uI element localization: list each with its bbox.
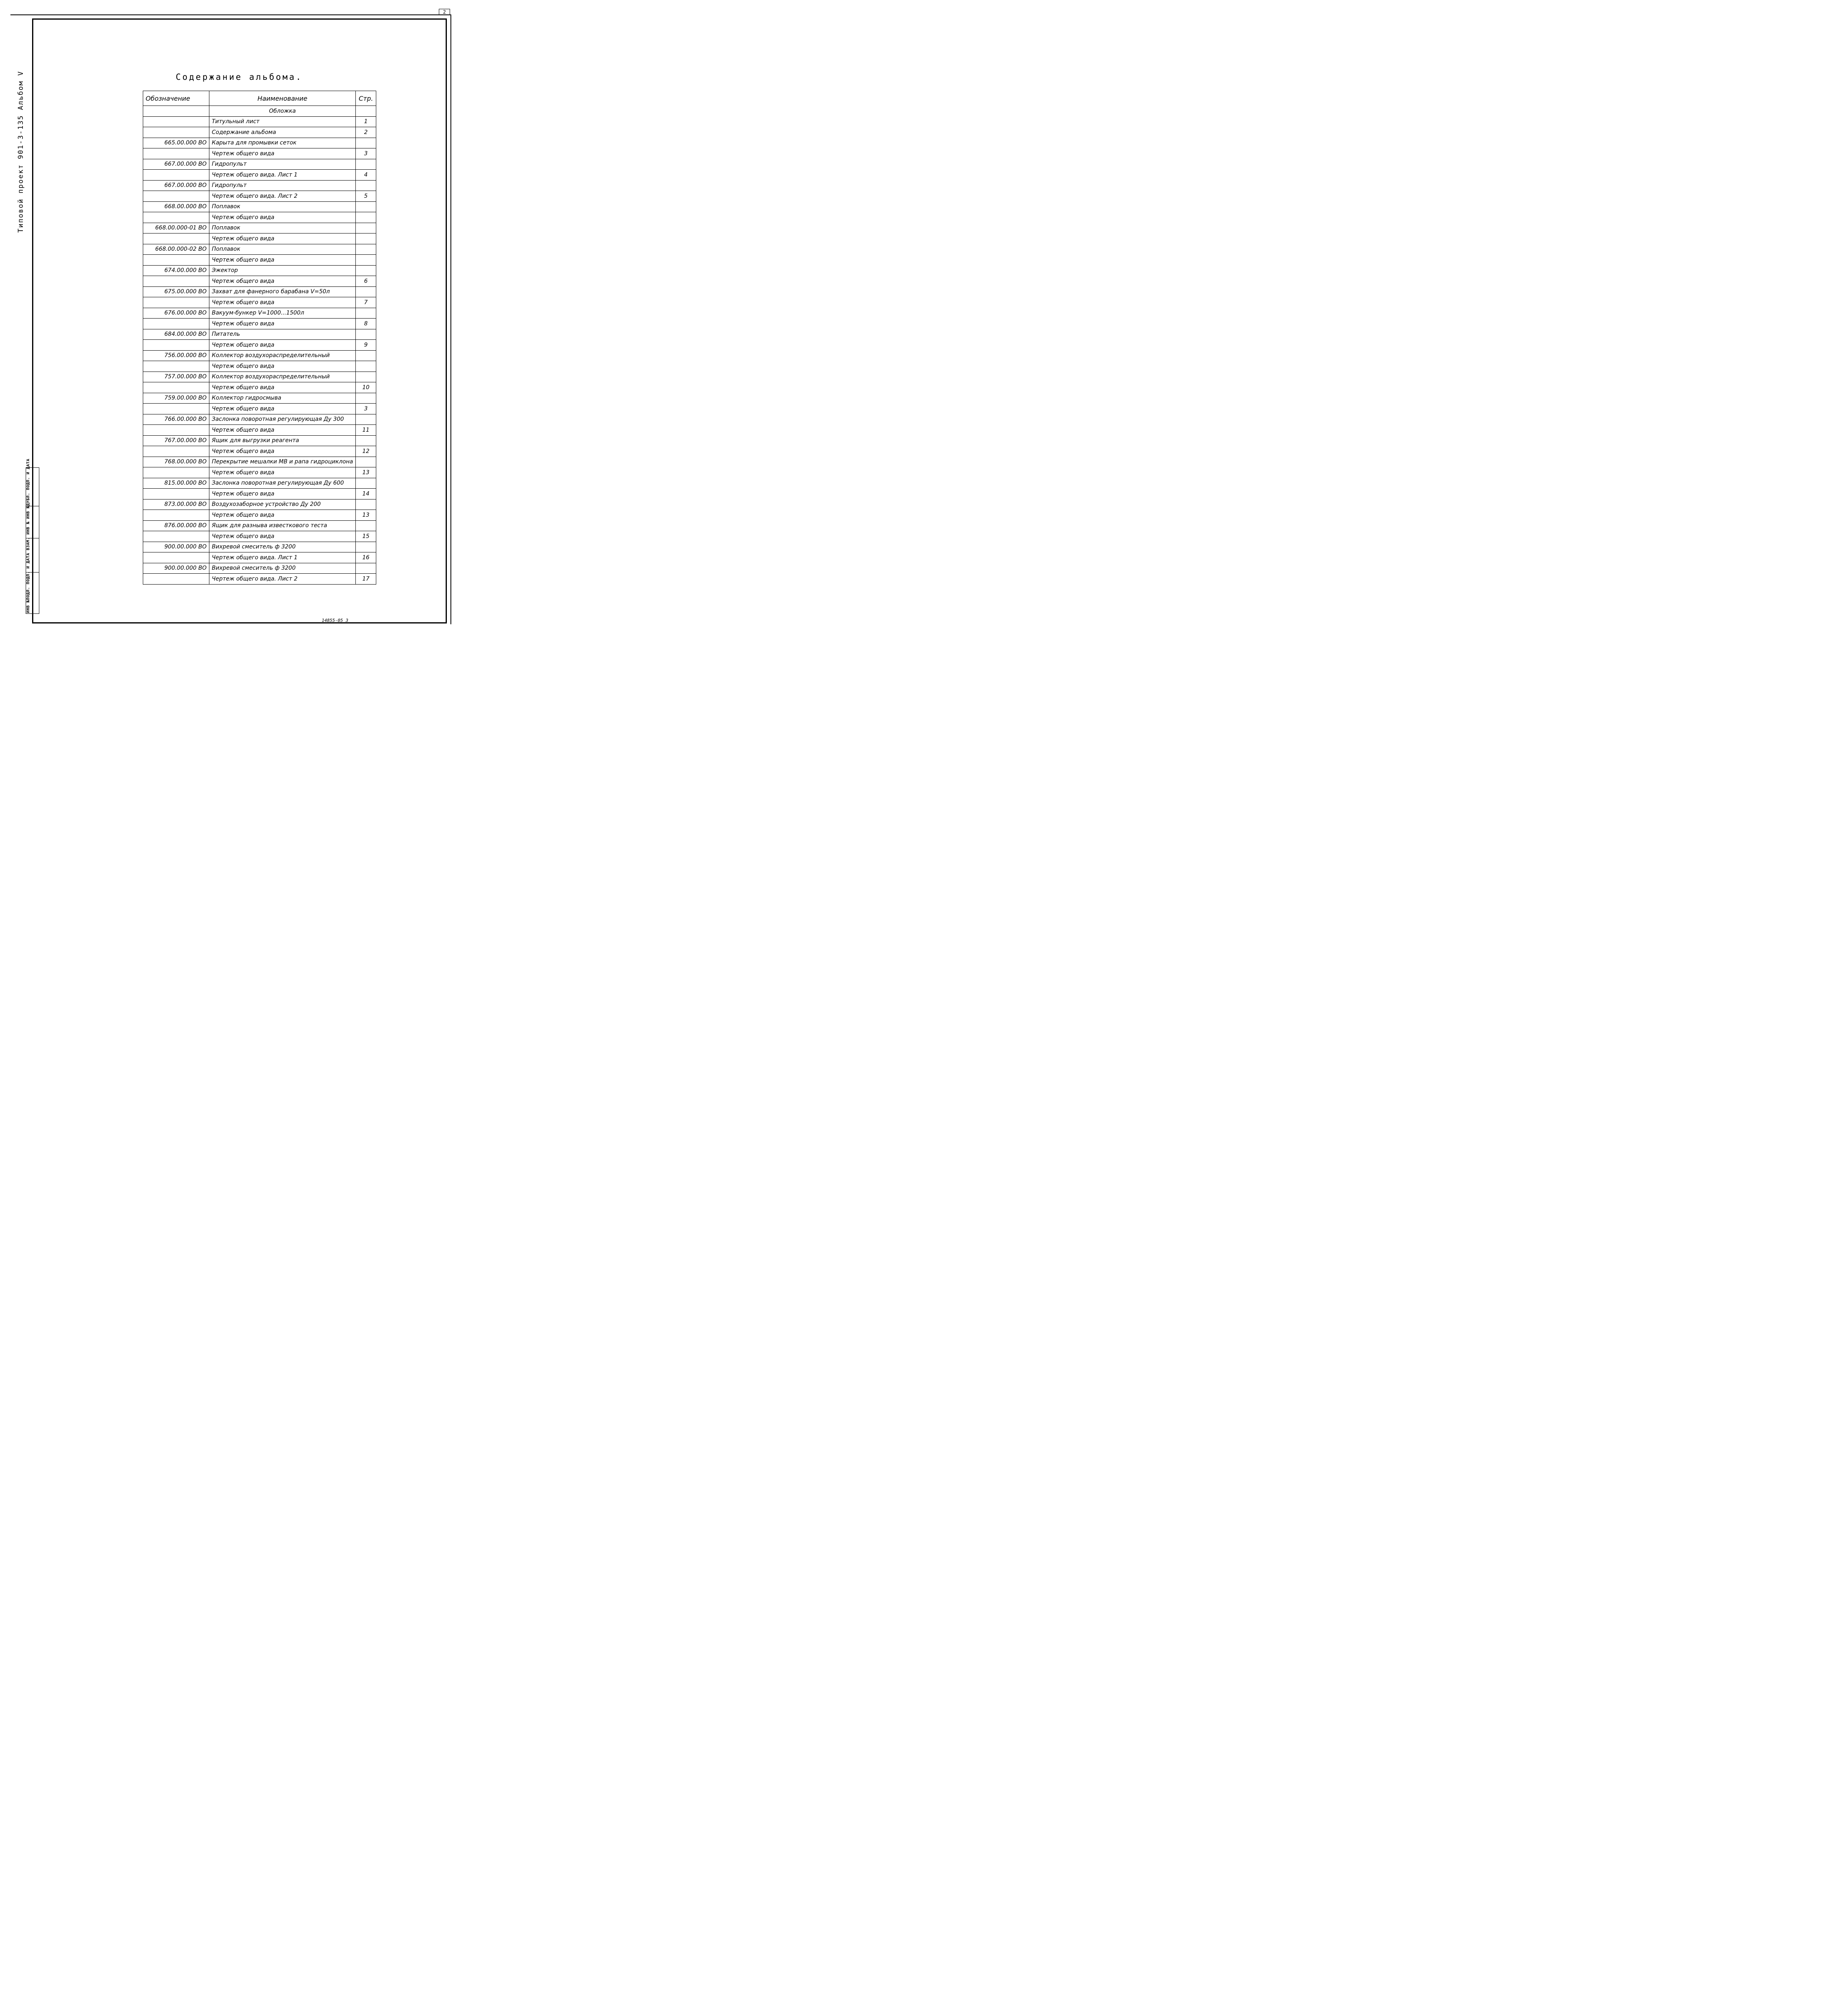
row-name: Чертеж общего вида <box>209 467 356 478</box>
stamp-divider <box>32 468 33 613</box>
row-page <box>356 350 376 361</box>
row-code: 815.00.000 ВО <box>143 478 209 489</box>
row-name: Чертеж общего вида <box>209 531 356 542</box>
row-page: 7 <box>356 297 376 308</box>
row-code <box>143 233 209 244</box>
row-name: Захват для фанерного барабана V=50л <box>209 286 356 297</box>
table-row <box>143 127 376 138</box>
row-page <box>356 159 376 170</box>
row-name: Чертеж общего вида <box>209 382 356 393</box>
row-name: Коллектор гидросмыва <box>209 393 356 404</box>
row-code <box>143 319 209 329</box>
table-row <box>143 319 376 329</box>
table-row <box>143 361 376 372</box>
row-code: 665.00.000 ВО <box>143 138 209 148</box>
row-name: Чертеж общего вида. Лист 1 <box>209 170 356 181</box>
table-row <box>143 520 376 531</box>
table-row <box>143 159 376 170</box>
row-name: Чертеж общего вида. Лист 2 <box>209 574 356 585</box>
row-name: Чертеж общего вида <box>209 489 356 499</box>
row-page <box>356 520 376 531</box>
table-row <box>143 574 376 585</box>
row-page <box>356 361 376 372</box>
row-page <box>356 372 376 382</box>
contents-table <box>143 91 376 585</box>
row-page: 10 <box>356 382 376 393</box>
table-row <box>143 382 376 393</box>
row-page <box>356 201 376 212</box>
row-name: Вихревой смеситель ф 3200 <box>209 542 356 552</box>
row-page: 3 <box>356 148 376 159</box>
row-name: Заслонка поворотная регулирующая Ду 600 <box>209 478 356 489</box>
row-code: 675.00.000 ВО <box>143 286 209 297</box>
row-page: 12 <box>356 446 376 457</box>
table-row <box>143 435 376 446</box>
header-name: Наименование <box>209 91 356 106</box>
row-page <box>356 542 376 552</box>
table-row <box>143 425 376 436</box>
row-name: Карыта для промывки сеток <box>209 138 356 148</box>
row-page <box>356 180 376 191</box>
row-name: Чертеж общего вида <box>209 148 356 159</box>
row-code: 873.00.000 ВО <box>143 499 209 510</box>
table-row <box>143 404 376 414</box>
table-row <box>143 116 376 127</box>
row-code: 768.00.000 ВО <box>143 457 209 467</box>
row-page <box>356 393 376 404</box>
row-page: 1 <box>356 116 376 127</box>
row-code: 900.00.000 ВО <box>143 542 209 552</box>
table-row <box>143 191 376 202</box>
row-code: 766.00.000 ВО <box>143 414 209 425</box>
row-code <box>143 340 209 351</box>
table-row <box>143 350 376 361</box>
table-row <box>143 467 376 478</box>
table-row <box>143 255 376 266</box>
row-page <box>356 255 376 266</box>
row-name: Содержание альбома <box>209 127 356 138</box>
row-name: Эжектор <box>209 265 356 276</box>
row-name: Чертеж общего вида <box>209 255 356 266</box>
table-row <box>143 180 376 191</box>
table-header-row <box>143 91 376 106</box>
footer-code: 14855-05 3 <box>322 618 349 623</box>
table-row <box>143 446 376 457</box>
row-code <box>143 425 209 436</box>
table-row <box>143 542 376 552</box>
row-name: Чертеж общего вида <box>209 319 356 329</box>
row-code: 876.00.000 ВО <box>143 520 209 531</box>
table-row <box>143 276 376 287</box>
row-name: Чертеж общего вида <box>209 425 356 436</box>
row-code <box>143 446 209 457</box>
row-page <box>356 223 376 233</box>
table-row <box>143 489 376 499</box>
row-page: 9 <box>356 340 376 351</box>
row-code <box>143 404 209 414</box>
row-name: Воздухозаборное устройство Ду 200 <box>209 499 356 510</box>
row-name: Чертеж общего вида <box>209 276 356 287</box>
row-name: Чертеж общего вида. Лист 2 <box>209 191 356 202</box>
table-row <box>143 510 376 521</box>
row-code <box>143 127 209 138</box>
row-page: 2 <box>356 127 376 138</box>
table-body <box>143 106 376 585</box>
revision-stamp <box>26 459 39 614</box>
row-name: Поплавок <box>209 223 356 233</box>
table-row <box>143 478 376 489</box>
row-name: Вихревой смеситель ф 3200 <box>209 563 356 574</box>
table-row <box>143 531 376 542</box>
row-code: 667.00.000 ВО <box>143 180 209 191</box>
row-code <box>143 574 209 585</box>
row-code: 757.00.000 ВО <box>143 372 209 382</box>
table-row <box>143 265 376 276</box>
row-code: 767.00.000 ВО <box>143 435 209 446</box>
row-name: Гидропульт <box>209 159 356 170</box>
row-page: 3 <box>356 404 376 414</box>
row-page <box>356 244 376 255</box>
row-code: 674.00.000 ВО <box>143 265 209 276</box>
row-code <box>143 510 209 521</box>
table-row <box>143 563 376 574</box>
row-code <box>143 552 209 563</box>
row-page: 14 <box>356 489 376 499</box>
row-page <box>356 435 376 446</box>
row-page: 16 <box>356 552 376 563</box>
row-code <box>143 148 209 159</box>
header-page: Стр. <box>356 91 376 106</box>
row-page: 17 <box>356 574 376 585</box>
row-code <box>143 106 209 117</box>
row-name: Ящик для выгрузки реагента <box>209 435 356 446</box>
row-page: 13 <box>356 510 376 521</box>
page-number: 2 <box>439 9 450 15</box>
row-name: Ящик для разныва известкового теста <box>209 520 356 531</box>
row-code <box>143 255 209 266</box>
row-page: 13 <box>356 467 376 478</box>
table-row <box>143 457 376 467</box>
row-name: Поплавок <box>209 244 356 255</box>
row-page <box>356 308 376 319</box>
row-code: 668.00.000-02 ВО <box>143 244 209 255</box>
row-code <box>143 297 209 308</box>
row-code <box>143 212 209 223</box>
table-row <box>143 106 376 117</box>
table-row <box>143 286 376 297</box>
row-code <box>143 191 209 202</box>
row-code <box>143 276 209 287</box>
row-page <box>356 499 376 510</box>
row-page: 8 <box>356 319 376 329</box>
row-code: 756.00.000 ВО <box>143 350 209 361</box>
row-name: Поплавок <box>209 201 356 212</box>
row-code: 667.00.000 ВО <box>143 159 209 170</box>
table-row <box>143 297 376 308</box>
row-page <box>356 329 376 340</box>
side-title: Типовой проект 901-3-135 Альбом V <box>17 71 25 233</box>
row-page <box>356 286 376 297</box>
row-page <box>356 414 376 425</box>
row-page <box>356 233 376 244</box>
row-page: 5 <box>356 191 376 202</box>
table-row <box>143 244 376 255</box>
row-code <box>143 382 209 393</box>
document-title: Содержание альбома. <box>176 72 303 82</box>
row-code: 759.00.000 ВО <box>143 393 209 404</box>
table-row <box>143 552 376 563</box>
row-name: Чертеж общего вида <box>209 297 356 308</box>
row-code <box>143 361 209 372</box>
row-name: Питатель <box>209 329 356 340</box>
row-name: Чертеж общего вида <box>209 233 356 244</box>
row-code <box>143 170 209 181</box>
row-page: 11 <box>356 425 376 436</box>
row-name: Вакуум-бункер V=1000...1500л <box>209 308 356 319</box>
row-page: 4 <box>356 170 376 181</box>
row-name: Обложка <box>209 106 356 117</box>
row-name: Перекрытие мешалки МВ и рапа гидроциклона <box>209 457 356 467</box>
table-row <box>143 201 376 212</box>
table-row <box>143 170 376 181</box>
table-row <box>143 499 376 510</box>
row-code: 668.00.000 ВО <box>143 201 209 212</box>
row-code: 668.00.000-01 ВО <box>143 223 209 233</box>
row-name: Коллектор воздухораспределительный <box>209 372 356 382</box>
table-row <box>143 148 376 159</box>
row-page <box>356 457 376 467</box>
row-code <box>143 489 209 499</box>
row-name: Титульный лист <box>209 116 356 127</box>
row-name: Заслонка поворотная регулирующая Ду 300 <box>209 414 356 425</box>
table-row <box>143 340 376 351</box>
row-page: 15 <box>356 531 376 542</box>
row-code: 684.00.000 ВО <box>143 329 209 340</box>
stamp-labels: ИНВ №ПОДЛ. ПОДП. И ДАТА ВЗАМ. ИНВ № ИНВ №ДУБЛ. ПОДП. И ДАТА <box>26 459 30 613</box>
row-page <box>356 265 376 276</box>
row-page <box>356 478 376 489</box>
table-row <box>143 393 376 404</box>
row-name: Чертеж общего вида. Лист 1 <box>209 552 356 563</box>
row-name: Чертеж общего вида <box>209 446 356 457</box>
row-name: Чертеж общего вида <box>209 212 356 223</box>
table-row <box>143 329 376 340</box>
row-code <box>143 467 209 478</box>
table-row <box>143 138 376 148</box>
row-code: 676.00.000 ВО <box>143 308 209 319</box>
row-page <box>356 563 376 574</box>
row-name: Гидропульт <box>209 180 356 191</box>
table-row <box>143 372 376 382</box>
table-row <box>143 414 376 425</box>
row-code <box>143 531 209 542</box>
row-name: Чертеж общего вида <box>209 340 356 351</box>
table-row <box>143 212 376 223</box>
row-page: 6 <box>356 276 376 287</box>
row-page <box>356 212 376 223</box>
table-row <box>143 223 376 233</box>
row-name: Чертеж общего вида <box>209 404 356 414</box>
row-name: Чертеж общего вида <box>209 510 356 521</box>
header-code: Обозначение <box>143 91 209 106</box>
row-name: Чертеж общего вида <box>209 361 356 372</box>
row-code <box>143 116 209 127</box>
row-name: Коллектор воздухораспределительный <box>209 350 356 361</box>
table-row <box>143 233 376 244</box>
row-page <box>356 106 376 117</box>
row-page <box>356 138 376 148</box>
row-code: 900.00.000 ВО <box>143 563 209 574</box>
table-row <box>143 308 376 319</box>
